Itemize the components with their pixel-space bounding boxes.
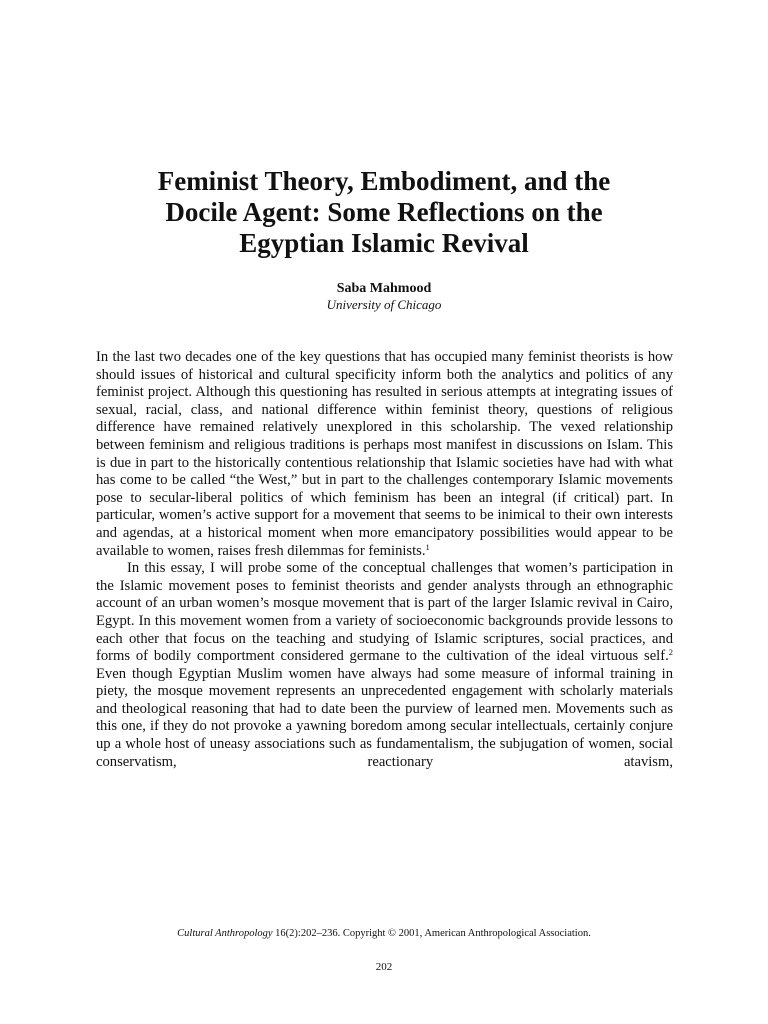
article-title — [60, 166, 708, 259]
title-line-3: Egyptian Islamic Revival — [239, 228, 529, 258]
paragraph-2-text-b: Even though Egyptian Muslim women have always had some measure of informal training in piety, the mosque movement represents an unprecedented engagement with scholarly materials and theological reasoning that had to date been the purview of learned men. Movements such as this one, if they do not provoke a yawning boredom among secular intellectuals, certainly conjure up a whole host of uneasy associations such as fundamentalism, the subjugation of women, social conservatism, reactionary atavism, — [96, 665, 673, 770]
title-line-2: Docile Agent: Some Reflections on the — [165, 197, 603, 227]
paragraph-1 — [96, 349, 673, 560]
title-line-1: Feminist Theory, Embodiment, and the — [157, 166, 611, 196]
author-affiliation: University of Chicago — [326, 297, 442, 312]
article-body — [96, 349, 673, 771]
citation-footer — [84, 927, 684, 940]
author-block — [84, 280, 684, 313]
page-number: 202 — [375, 961, 393, 973]
paragraph-2 — [96, 560, 673, 771]
citation-details: 16(2):202–236. Copyright © 2001, American Anthropological Association. — [272, 928, 591, 939]
author-name: Saba Mahmood — [336, 281, 432, 296]
paragraph-1-text: In the last two decades one of the key questions that has occupied many feminist theorists is how should issues of historical and cultural specificity inform both the analytics and politics of any feminist project. Although this questioning has resulted in serious attempts at integrating issues of sexual, racial, class, and national difference within feminist theory, questions of religious difference have remained relatively unexplored in this scholarship. The vexed relationship between feminism and religious traditions is perhaps most manifest in discussions on Islam. This is due in part to the historically contentious relationship that Islamic societies have had with what has come to be called “the West,” but in part to the challenges contemporary Islamic movements pose to secular-liberal politics of which feminism has been an integral (if critical) part. In particular, women’s active support for a movement that seems to be inimical to their own interests and agendas, at a historical moment when more emancipatory possibilities would appear to be available to women, raises fresh dilemmas for feminists. — [96, 349, 673, 559]
journal-name: Cultural Anthropology — [177, 928, 273, 939]
footnote-marker-1: 1 — [425, 541, 430, 552]
paragraph-2-text-a: In this essay, I will probe some of the conceptual challenges that women’s participation in the Islamic movement poses to feminist theorists and gender analysts through an ethnographic account of an urban women’s mosque movement that is part of the larger Islamic revival in Cairo, Egypt. In this movement women from a variety of socioeconomic backgrounds provide lessons to each other that focus on the teaching and studying of Islamic scriptures, social practices, and forms of bodily comportment considered germane to the cultivation of the ideal virtuous self. — [96, 560, 673, 665]
footnote-marker-2: 2 — [668, 647, 673, 658]
